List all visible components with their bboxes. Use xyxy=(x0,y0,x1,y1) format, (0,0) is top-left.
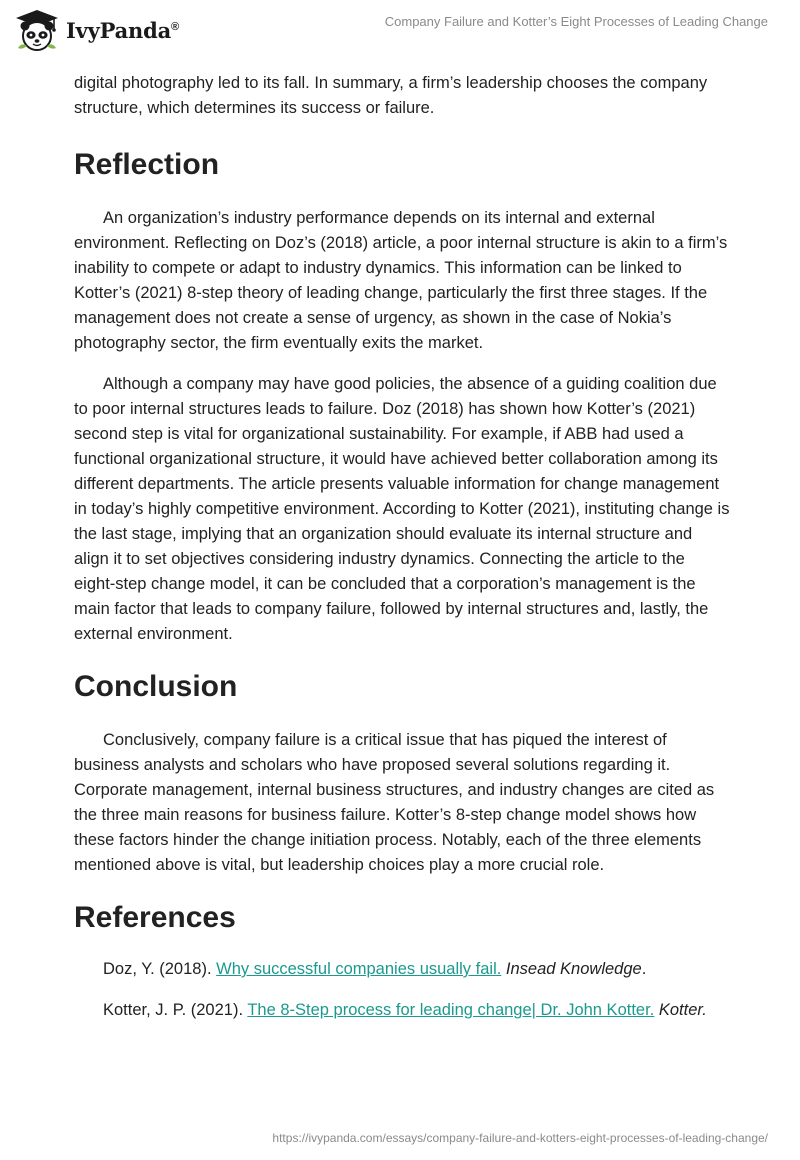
reference-author-year: Doz, Y. (2018). xyxy=(103,960,217,978)
reference-author-year: Kotter, J. P. (2021). xyxy=(103,1001,248,1019)
reference-link[interactable]: The 8-Step process for leading change| Dr. John Kotter. xyxy=(247,1001,655,1019)
reference-link[interactable]: Why successful companies usually fail. xyxy=(216,960,502,978)
reference-suffix: . xyxy=(641,960,647,978)
reference-item xyxy=(74,957,730,982)
ivypanda-logo[interactable] xyxy=(14,8,179,52)
reference-source: Kotter. xyxy=(658,1001,707,1019)
references-heading: References xyxy=(74,901,236,934)
brand-name: IvyPanda® xyxy=(66,17,179,43)
page-header xyxy=(0,0,800,62)
conclusion-paragraph: Conclusively, company failure is a critical issue that has piqued the interest of business analysts and scholars who have proposed several solutions regarding it. Corporate management, internal business structures, and industry changes are cited as the three main reasons for business failure. Kotter’s 8-step change model shows how these factors hinder the change initiation process. Notably, each of the three elements mentioned above is vital, but leadership choices play a more crucial role. xyxy=(74,731,715,874)
panda-graduate-icon xyxy=(14,8,60,52)
essay-body xyxy=(74,71,730,1023)
reflection-paragraph: Although a company may have good policies, the absence of a guiding coalition due to poor internal structures leads to failure. Doz (2018) has shown how Kotter’s (2021) second step is vital for organizational sustainability. For example, if ABB had used a functional organizational structure, it would have achieved better collaboration among its different departments. The article presents valuable information for change management in today’s highly competitive environment. According to Kotter (2021), instituting change is the last stage, implying that an organization should evaluate its internal structure and align it to set objectives considering industry dynamics. Connecting the article to the eight-step change model, it can be concluded that a corporation’s management is the main factor that leads to company failure, followed by internal structures and, lastly, the external environment. xyxy=(74,375,730,643)
document-title: Company Failure and Kotter’s Eight Processes of Leading Change xyxy=(384,14,768,29)
conclusion-heading: Conclusion xyxy=(74,670,238,703)
reference-item xyxy=(74,998,730,1023)
registered-mark: ® xyxy=(171,20,179,33)
source-url[interactable]: https://ivypanda.com/essays/company-failure-and-kotters-eight-processes-of-leading-change/ xyxy=(272,1131,768,1145)
intro-continuation: digital photography led to its fall. In summary, a firm’s leadership chooses the company structure, which determines its success or failure. xyxy=(74,74,708,117)
reflection-heading: Reflection xyxy=(74,148,220,181)
reference-source: Insead Knowledge xyxy=(505,960,642,978)
reflection-paragraph: An organization’s industry performance depends on its internal and external environment. Reflecting on Doz’s (2018) article, a poor internal structure is akin to a firm’s inability to compete or adapt to industry dynamics. This information can be linked to Kotter’s (2021) 8-step theory of leading change, particularly the first three stages. If the management does not create a sense of urgency, as shown in the case of Nokia’s photography sector, the firm eventually exits the market. xyxy=(74,209,728,352)
